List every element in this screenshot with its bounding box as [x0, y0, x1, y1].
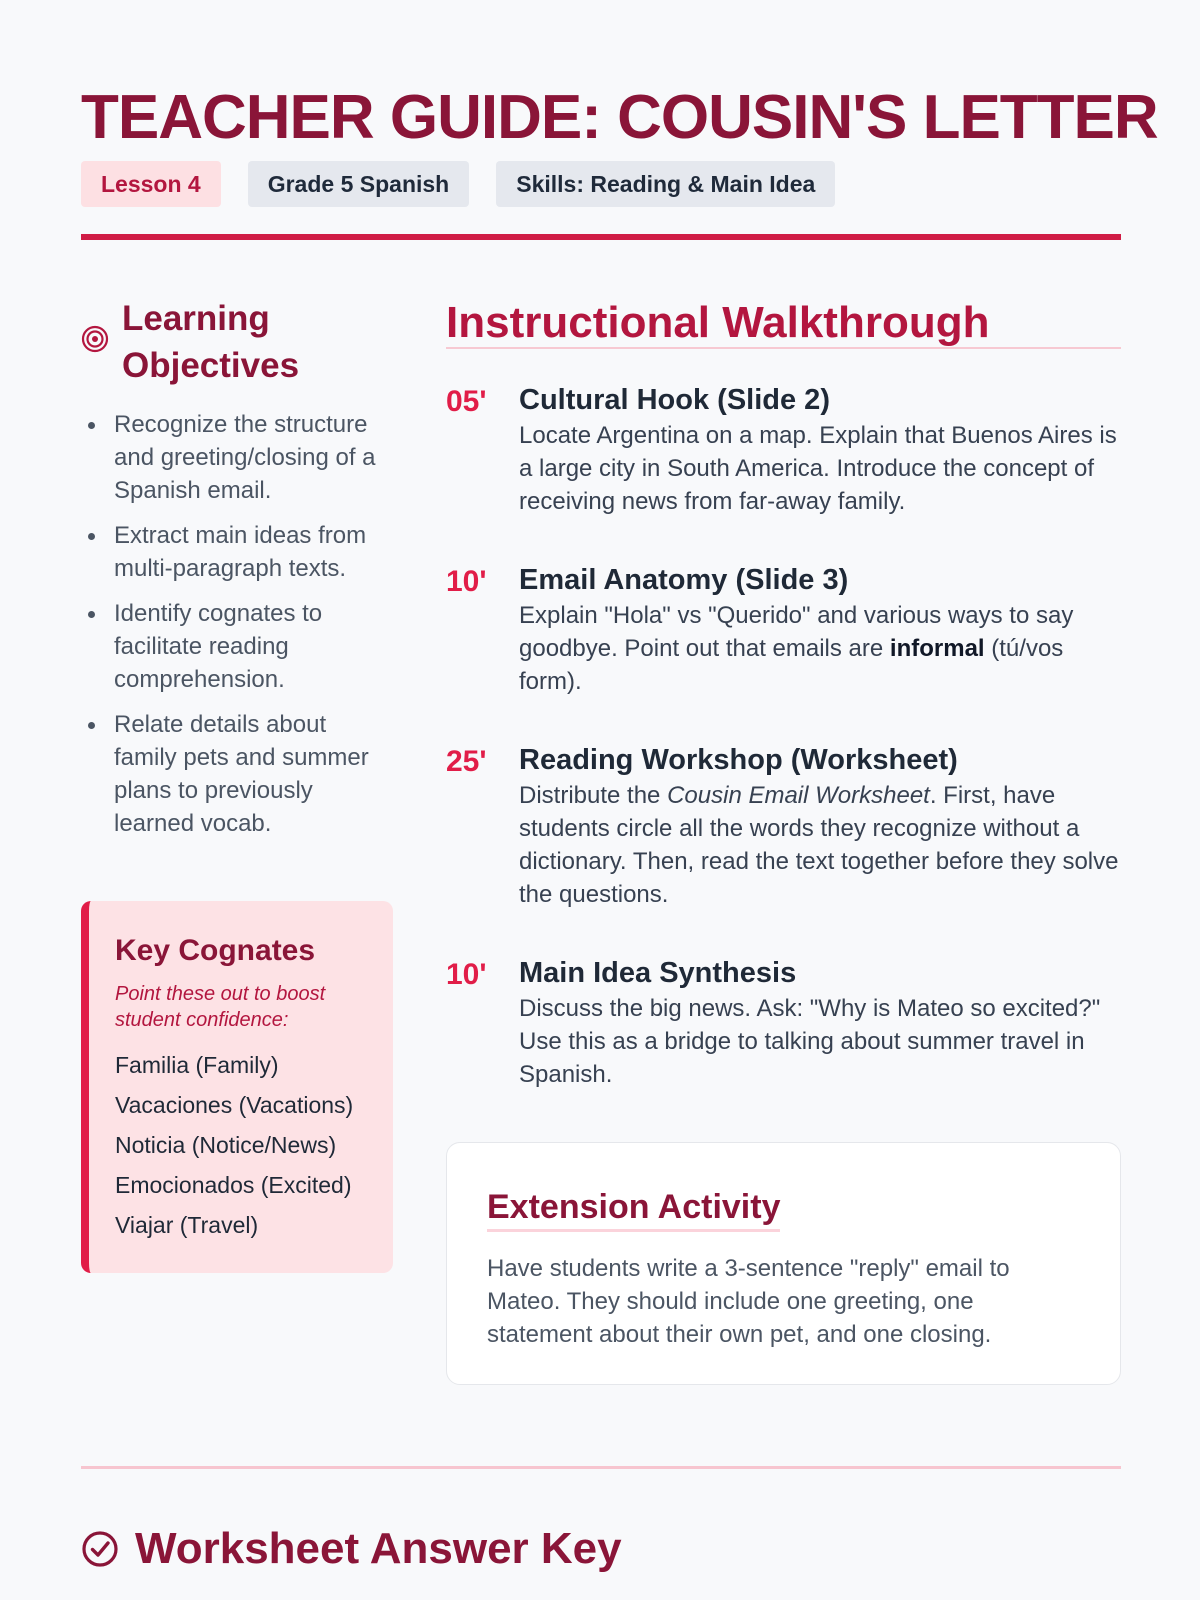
- grade-badge: Grade 5 Spanish: [248, 161, 470, 207]
- objective-item: Identify cognates to facilitate reading comprehension.: [81, 597, 391, 696]
- cognate-item: Emocionados (Excited): [115, 1172, 352, 1198]
- objective-item: Extract main ideas from multi-paragraph texts.: [81, 519, 391, 585]
- key-cognates-card: [81, 901, 393, 1273]
- step-title: Cultural Hook (Slide 2): [519, 384, 830, 416]
- skills-badge: Skills: Reading & Main Idea: [496, 161, 835, 207]
- teacher-guide-page: [81, 0, 1158, 1600]
- cognates-list: [115, 1045, 393, 1245]
- step-text: Explain "Hola" vs "Querido" and various ways to say goodbye. Point out that emails are: [519, 602, 1074, 662]
- header-divider: [81, 234, 1121, 240]
- objectives-list: [81, 408, 391, 852]
- extension-activity-card: [446, 1142, 1121, 1385]
- page-title: TEACHER GUIDE: COUSIN'S LETTER: [81, 83, 1158, 152]
- answer-key-title: Worksheet Answer Key: [135, 1524, 622, 1573]
- lesson-badge: Lesson 4: [81, 161, 221, 207]
- key-cognates-subtitle: Point these out to boost student confidence:: [115, 983, 326, 1031]
- step-emphasis: informal: [889, 635, 985, 662]
- step-description: [519, 599, 1121, 698]
- key-cognates-title: Key Cognates: [115, 934, 316, 967]
- cognate-item: Viajar (Travel): [115, 1212, 259, 1238]
- answer-key-header: [81, 1524, 622, 1574]
- extension-activity-title: Extension Activity: [487, 1185, 780, 1232]
- badge-row: [81, 161, 835, 207]
- learning-objectives-title: Learning Objectives: [122, 299, 300, 385]
- step-text: Distribute the: [519, 782, 668, 809]
- step-description: [519, 779, 1121, 911]
- objective-item: Relate details about family pets and summer plans to previously learned vocab.: [81, 708, 391, 840]
- step-description: Discuss the big news. Ask: "Why is Mateo so excited?" Use this as a bridge to talking about summer travel in Spanish.: [519, 995, 1101, 1088]
- worksheet-name: Cousin Email Worksheet: [667, 782, 930, 809]
- step-duration: 25': [446, 745, 487, 778]
- walkthrough-title: Instructional Walkthrough: [446, 298, 990, 347]
- step-text: . First, have students circle all the words they recognize without a dictionary. Then, read the text together before they solve the questions.: [519, 782, 1119, 908]
- step-title: Email Anatomy (Slide 3): [519, 564, 849, 596]
- step-duration: 10': [446, 958, 487, 991]
- target-icon: [81, 325, 109, 353]
- cognate-item: Noticia (Notice/News): [115, 1132, 337, 1158]
- step-title: Main Idea Synthesis: [519, 957, 797, 989]
- step-text: (tú/vos form).: [519, 635, 1064, 695]
- section-divider: [81, 1466, 1121, 1469]
- cognate-item: Vacaciones (Vacations): [115, 1092, 354, 1118]
- step-title: Reading Workshop (Worksheet): [519, 744, 958, 776]
- step-duration: 05': [446, 385, 487, 418]
- walkthrough-divider: [446, 347, 1121, 349]
- step-description: Locate Argentina on a map. Explain that Buenos Aires is a large city in South America. Introduce the concept of receiving news from far-away family.: [519, 422, 1117, 515]
- objective-item: Recognize the structure and greeting/closing of a Spanish email.: [81, 408, 391, 507]
- step-duration: 10': [446, 565, 487, 598]
- extension-activity-description: Have students write a 3-sentence "reply" email to Mateo. They should include one greeting, one statement about their own pet, and one closing.: [487, 1255, 1010, 1348]
- check-circle-icon: [81, 1530, 119, 1568]
- cognate-item: Familia (Family): [115, 1052, 279, 1078]
